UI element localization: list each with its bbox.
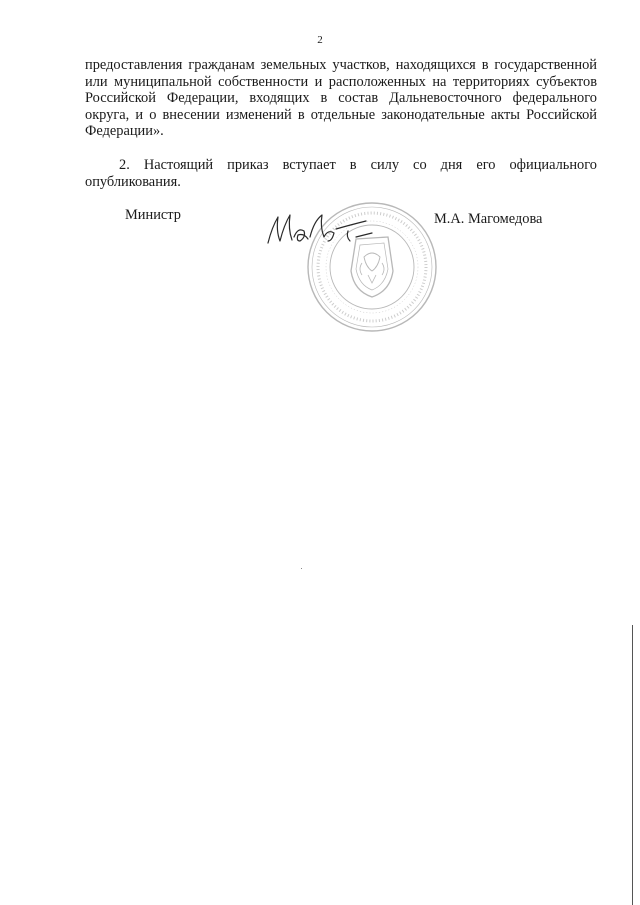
scan-artifact-dot: [301, 568, 302, 569]
body-paragraph-2: 2. Настоящий приказ вступает в силу со дня его официального опубликования.: [85, 157, 597, 190]
scan-edge-line: [632, 625, 633, 905]
signer-name: М.А. Магомедова: [434, 211, 543, 227]
handwritten-signature-icon: [262, 207, 382, 257]
signer-position: Министр: [125, 207, 181, 223]
body-paragraph-1: предоставления гражданам земельных участков, находящихся в государственной или муниципальной собственности и расположенных на территориях субъектов Российской Федерации, входящих в состав Дальневосточного федерального округа, и о внесении изменений в отдельные законодательные акты Российской Федерации».: [85, 57, 597, 139]
page-number: 2: [317, 34, 323, 46]
signature-block: [0, 207, 640, 337]
